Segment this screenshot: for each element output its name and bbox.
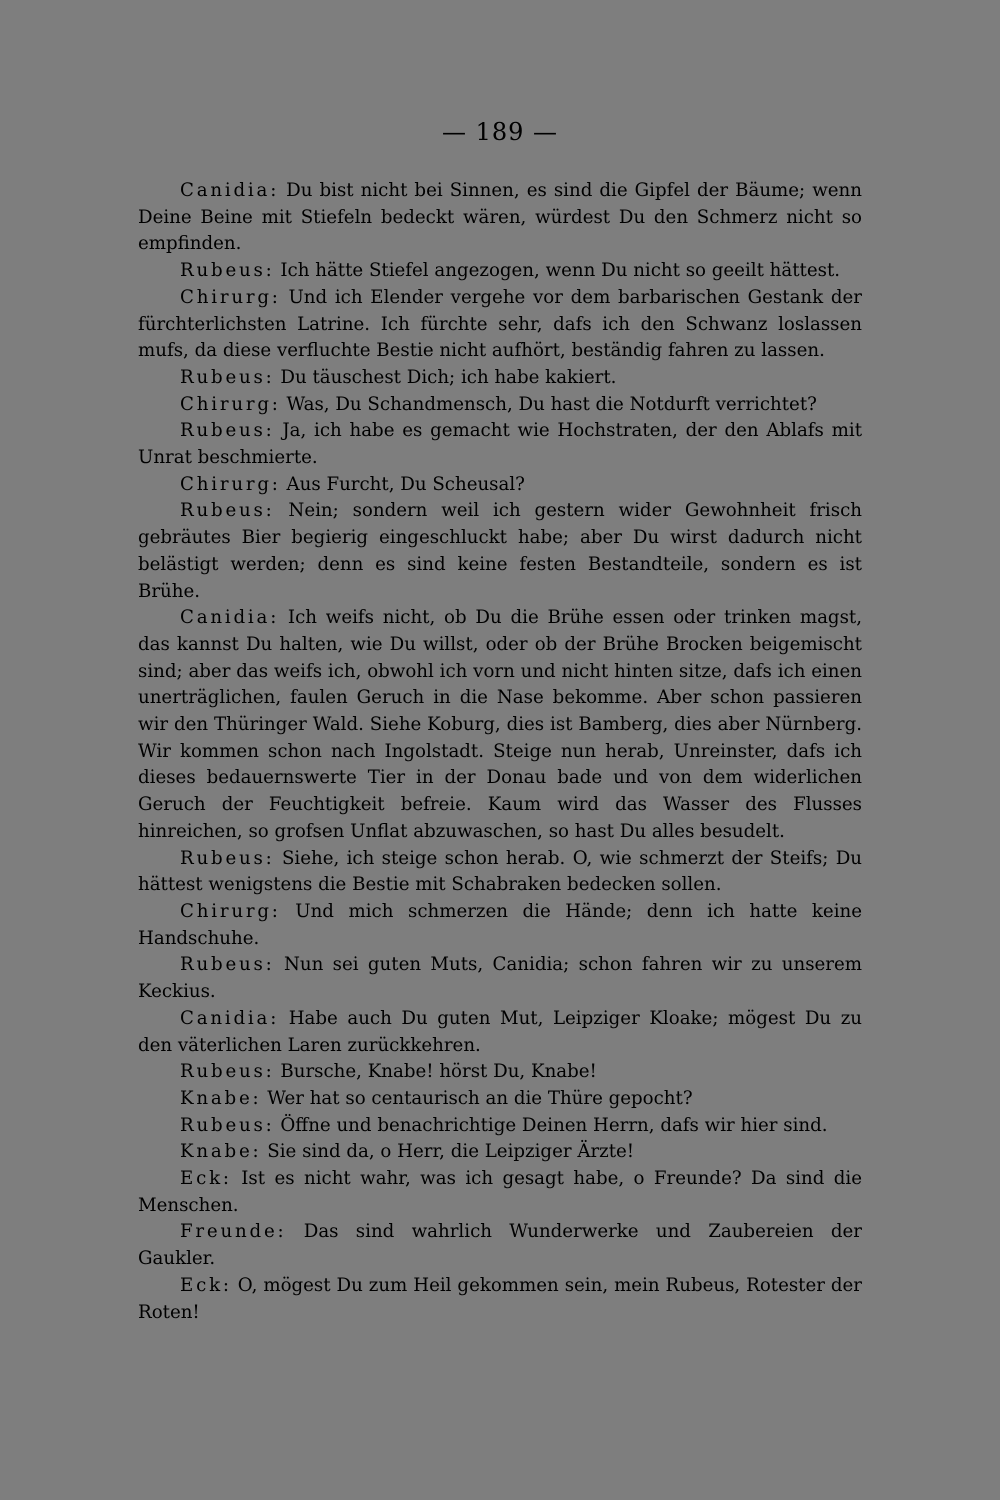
dialogue-text-run: Du bist nicht bei Sinnen, es sind die Gipfel der Bäume; wenn Deine Beine mit Stiefeln bedeckt wären, würdest Du den Schmerz nicht so empfinden.	[138, 180, 862, 255]
speaker-name: Chirurg:	[180, 473, 281, 495]
speaker-name: Eck:	[180, 1274, 232, 1296]
speaker-name: Rubeus:	[180, 847, 275, 869]
speaker-name: Rubeus:	[180, 420, 275, 442]
dialogue-line	[138, 1059, 862, 1086]
dialogue-line	[138, 1006, 862, 1059]
speaker-name: Rubeus:	[180, 1114, 275, 1136]
dialogue-text-run: Ist es nicht wahr, was ich gesagt habe, o Freunde? Da sind die Menschen.	[138, 1168, 862, 1216]
speaker-name: Chirurg:	[180, 900, 281, 922]
dialogue-line	[138, 498, 862, 605]
dialogue-text-run: Ja, ich habe es gemacht wie Hochstraten, der den Ablafs mit Unrat beschmierte.	[138, 420, 862, 469]
dialogue-text-run: Aus Furcht, Du Scheusal?	[280, 473, 525, 495]
dialogue-text-run: Habe auch Du guten Mut, Leipziger Kloake; mögest Du zu den väterlichen Laren zurückkehren.	[138, 1007, 862, 1056]
dialogue-text-run: Ich hätte Stiefel angezogen, wenn Du nicht so geeilt hättest.	[274, 260, 841, 282]
dialogue-text-run: Das sind wahrlich Wunderwerke und Zaubereien der Gaukler.	[138, 1221, 862, 1270]
dialogue-line	[138, 285, 862, 365]
dialogue-text-run: Und ich Elender vergehe vor dem barbarischen Gestank der fürchterlichsten Latrine. Ich fürchte sehr, dafs ich den Schwanz loslassen mufs, da diese verfluchte Bestie nicht aufhört, beständig fahren zu lassen.	[138, 286, 862, 362]
speaker-name: Rubeus:	[180, 366, 275, 388]
dialogue-line	[138, 846, 862, 899]
dialogue-line	[138, 258, 862, 285]
dialogue-text-run: Bursche, Knabe! hörst Du, Knabe!	[274, 1061, 597, 1083]
dialogue-line	[138, 605, 862, 845]
dialogue-text-run: Nun sei guten Muts, Canidia; schon fahren wir zu unserem Keckius.	[138, 954, 862, 1003]
dialogue-line	[138, 1113, 862, 1140]
speaker-name: Rubeus:	[180, 260, 275, 282]
dialogue-text-run: Und mich schmerzen die Hände; denn ich hatte keine Handschuhe.	[138, 900, 862, 949]
speaker-name: Canidia:	[180, 607, 280, 629]
page-number: — 189 —	[441, 118, 559, 146]
dialogue-line	[138, 392, 862, 419]
dialogue-line	[138, 472, 862, 499]
speaker-name: Canidia:	[180, 180, 280, 201]
dialogue-text	[138, 178, 862, 1326]
dialogue-line	[138, 1166, 862, 1219]
dialogue-text-run: Nein; sondern weil ich gestern wider Gewohnheit frisch gebräutes Bier begierig eingeschluckt habe; aber Du wirst dadurch nicht belästigt werden; denn es sind keine festen Bestandteile, sondern es ist Brühe.	[138, 500, 862, 602]
dialogue-line	[138, 1139, 862, 1166]
speaker-name: Eck:	[180, 1168, 232, 1190]
dialogue-text-run: Ich weifs nicht, ob Du die Brühe essen oder trinken magst, das kannst Du halten, wie Du willst, oder ob der Brühe Brocken beigemischt sind; aber das weifs ich, obwohl ich vorn und nicht hinten sitze, dafs ich einen unerträglichen, faulen Geruch in die Nase bekomme. Aber schon passieren wir den Thüringer Wald. Siehe Koburg, dies ist Bamberg, dies aber Nürnberg. Wir kommen schon nach Ingolstadt. Steige nun herab, Unreinster, dafs ich dieses bedauernswerte Tier in der Donau bade und von dem widerlichen Geruch der Feuchtigkeit befreie. Kaum wird das Wasser des Flusses hinreichen, so grofsen Unflat abzuwaschen, so hast Du alles besudelt.	[138, 607, 862, 842]
speaker-name: Canidia:	[180, 1007, 280, 1029]
speaker-name: Chirurg:	[180, 286, 281, 308]
dialogue-text-run: Wer hat so centaurisch an die Thüre gepocht?	[261, 1087, 693, 1109]
dialogue-line	[138, 178, 862, 258]
dialogue-line	[138, 418, 862, 471]
dialogue-text-run: Sie sind da, o Herr, die Leipziger Ärzte!	[261, 1141, 635, 1163]
dialogue-line	[138, 1273, 862, 1326]
speaker-name: Rubeus:	[180, 500, 275, 522]
speaker-name: Freunde:	[180, 1221, 287, 1243]
speaker-name: Knabe:	[180, 1141, 262, 1163]
dialogue-line	[138, 952, 862, 1005]
dialogue-text-run: Siehe, ich steige schon herab. O, wie schmerzt der Steifs; Du hättest wenigstens die Bestie mit Schabraken bedecken sollen.	[138, 847, 862, 896]
speaker-name: Knabe:	[180, 1087, 262, 1109]
speaker-name: Rubeus:	[180, 1061, 275, 1083]
dialogue-line	[138, 899, 862, 952]
dialogue-text-run: Was, Du Schandmensch, Du hast die Notdurft verrichtet?	[280, 393, 817, 415]
dialogue-line	[138, 365, 862, 392]
speaker-name: Chirurg:	[180, 393, 281, 415]
dialogue-text-run: O, mögest Du zum Heil gekommen sein, mein Rubeus, Rotester der Roten!	[138, 1274, 862, 1323]
speaker-name: Rubeus:	[180, 954, 275, 976]
dialogue-line	[138, 1219, 862, 1272]
dialogue-text-run: Du täuschest Dich; ich habe kakiert.	[274, 366, 617, 388]
dialogue-line	[138, 1086, 862, 1113]
dialogue-text-run: Öffne und benachrichtige Deinen Herrn, dafs wir hier sind.	[274, 1114, 828, 1136]
